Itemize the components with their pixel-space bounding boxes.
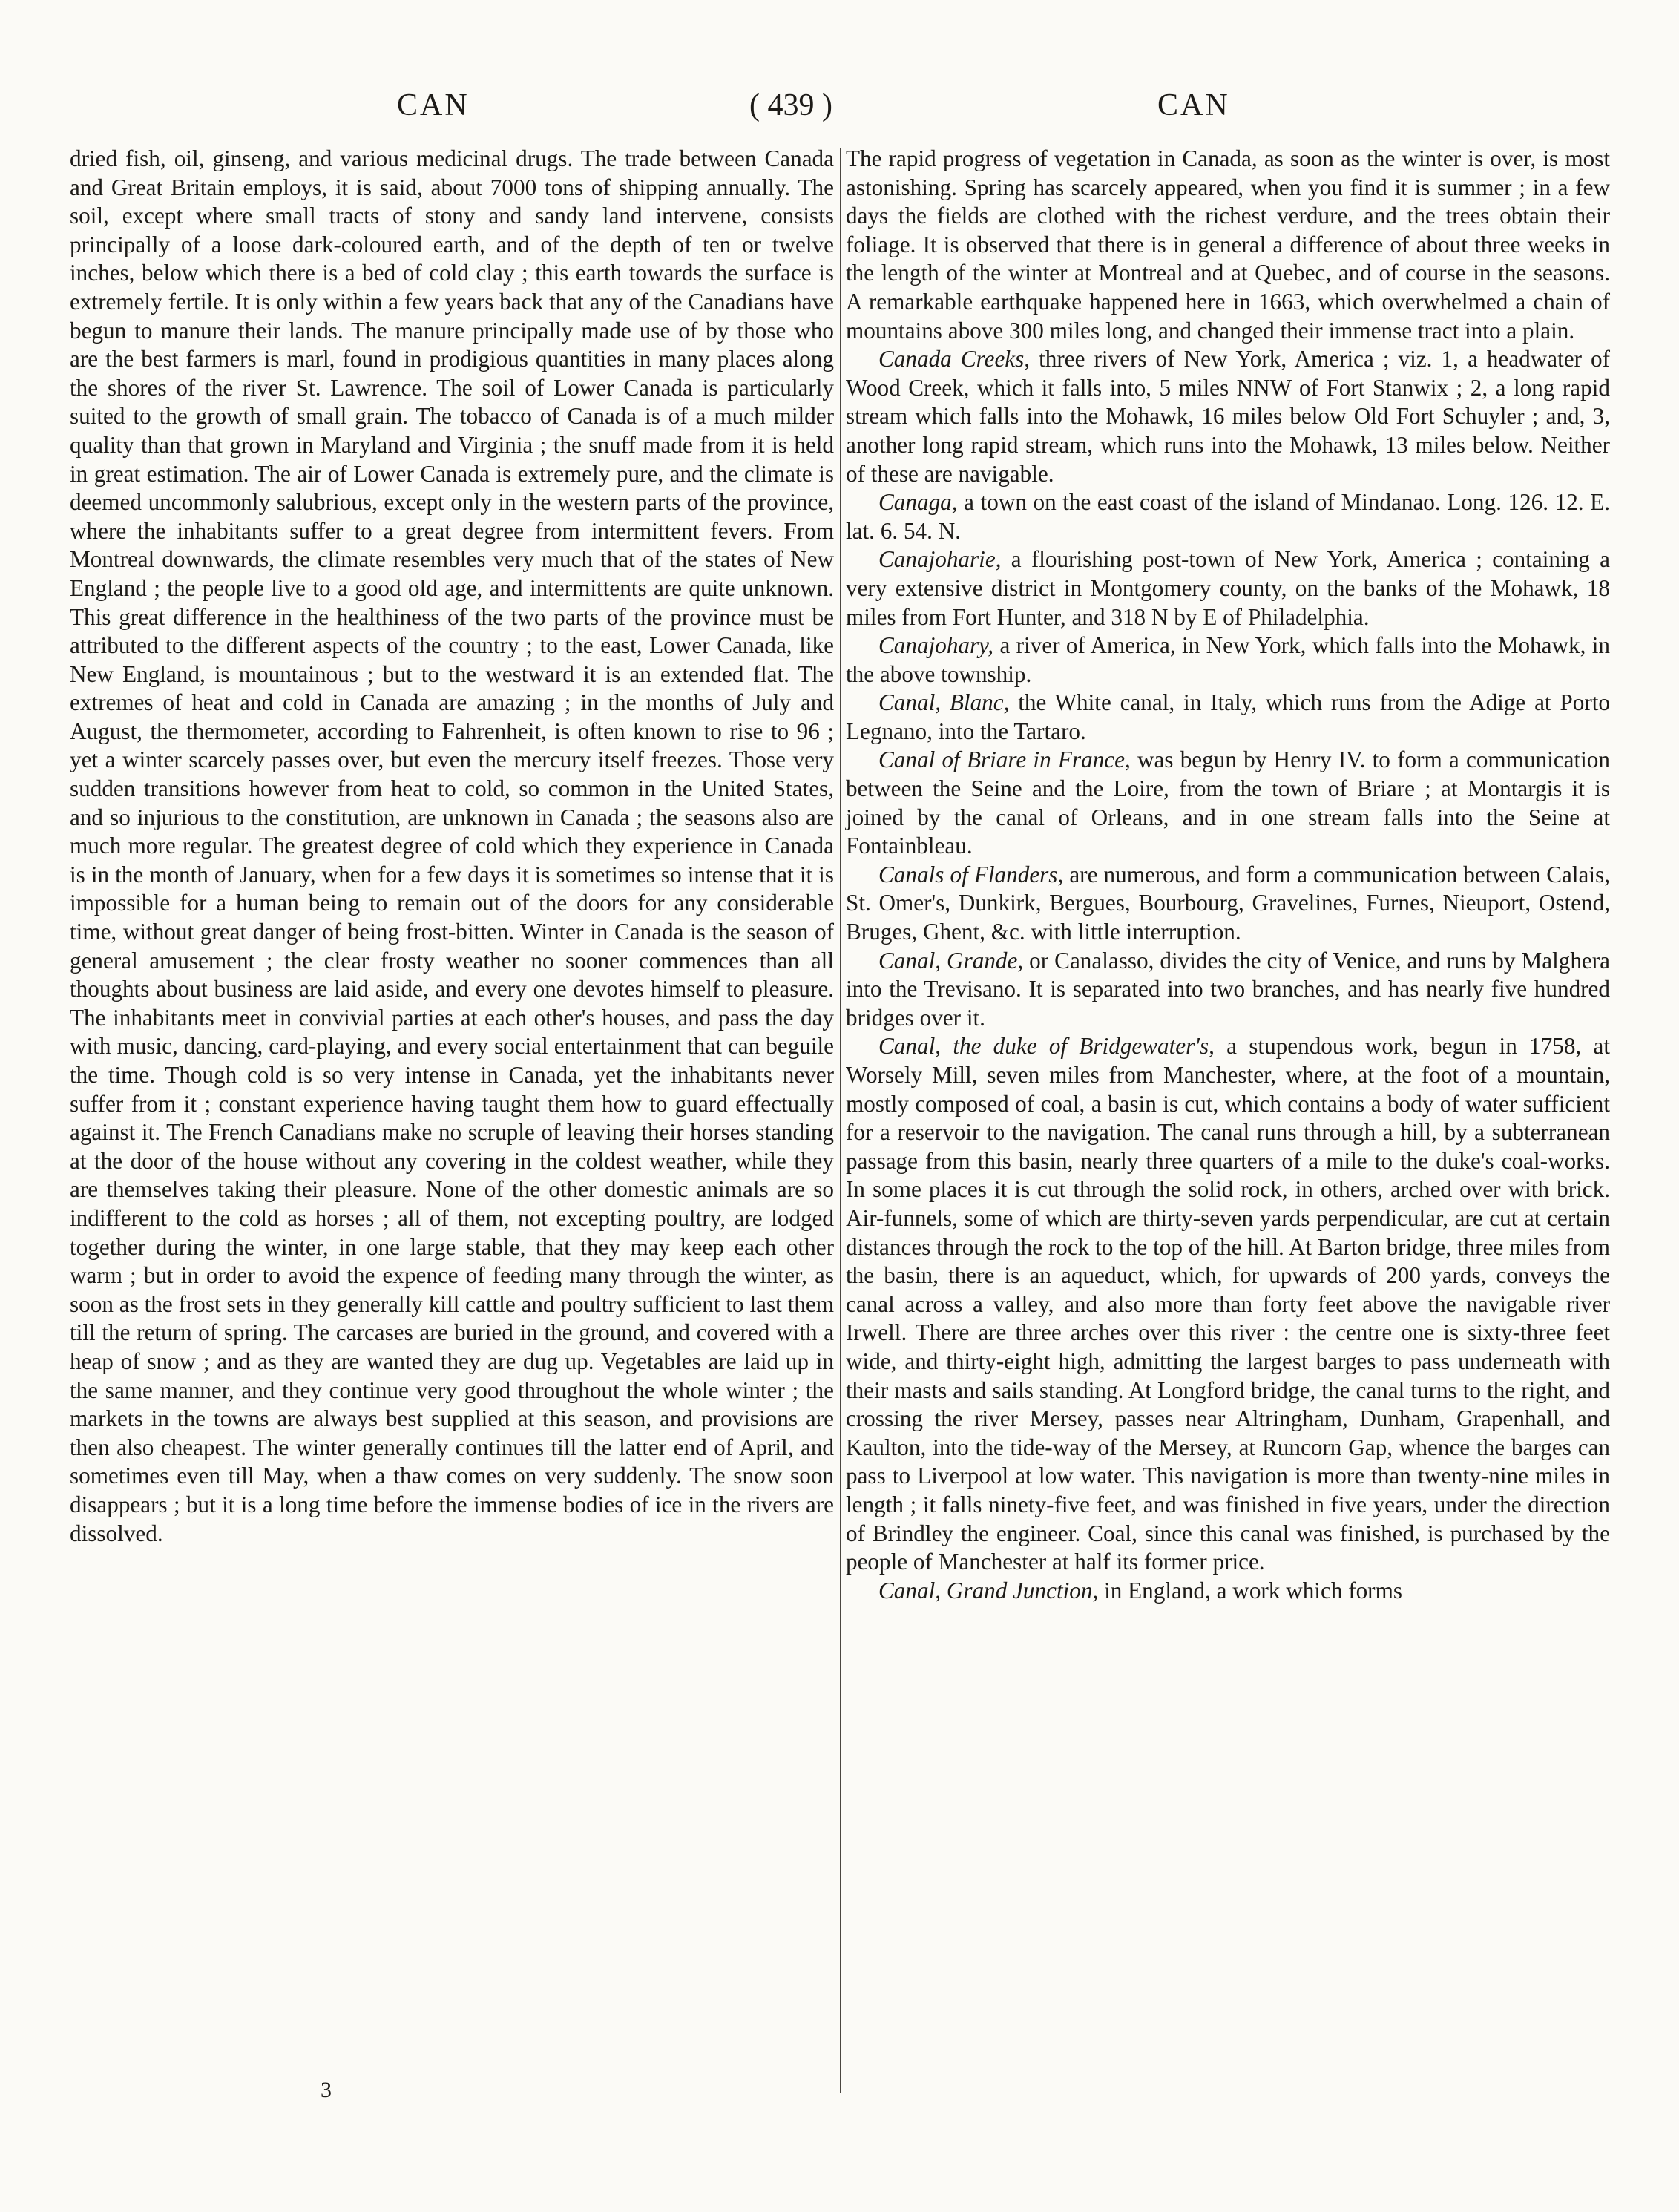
entry [846, 488, 1610, 545]
running-head-left: CAN [397, 88, 470, 122]
entry [846, 631, 1610, 689]
entry-text: three rivers of New York, America ; viz. 1, a headwater of Wood Creek, which it falls into, 5 miles NNW of Fort Stanwix ; 2, a long rapid stream which falls into the Mohawk, 16 miles below Old Fort Schuyler ; and, 3, another long rapid stream, which runs into the Mohawk, 13 miles below. Neither of these are navigable. [846, 346, 1610, 487]
entry [846, 861, 1610, 947]
entry-text: a river of America, in New York, which falls into the Mohawk, in the above township. [846, 632, 1610, 687]
entry [846, 947, 1610, 1033]
left-column [70, 145, 834, 1548]
entry-text: was begun by Henry IV. to form a communication between the Seine and the Loire, from the town of Briare ; at Montargis it is joined by the canal of Orleans, and in one stream falls into the Seine at Fontainbleau. [846, 746, 1610, 859]
entry [846, 1577, 1610, 1606]
entry [846, 345, 1610, 488]
entry-term: Canal, the duke of Bridgewater's, [878, 1033, 1215, 1060]
entry-term: Canada Creeks, [878, 346, 1031, 373]
entry-term: Canals of Flanders, [878, 861, 1064, 887]
right-intro-text: The rapid progress of vegetation in Canada, as soon as the winter is over, is most astonishing. Spring has scarcely appeared, when you find it is summer ; in a few days the fields are clothed with the richest verdure, and the trees obtain their foliage. It is observed that there is in general a difference of about three weeks in the length of the winter at Montreal and at Quebec, and of course in the seasons. A remarkable earthquake happened here in 1663, which overwhelmed a chain of mountains above 300 miles long, and changed their immense tract into a plain. [846, 145, 1610, 344]
entry-text: a flourishing post-town of New York, America ; containing a very extensive district in Montgomery county, on the banks of the Mohawk, 18 miles from Fort Hunter, and 318 N by E of Philadelphia. [846, 546, 1610, 630]
signature-mark: 3 [321, 2078, 332, 2102]
left-column-text: dried fish, oil, ginseng, and various medicinal drugs. The trade between Canada and Great Britain employs, it is said, about 7000 tons of shipping annually. The soil, except where small tracts of stony and sandy land intervene, consists principally of a loose dark-coloured earth, and of the depth of ten or twelve inches, below which there is a bed of cold clay ; this earth towards the surface is extremely fertile. It is only within a few years back that any of the Canadians have begun to manure their lands. The manure principally made use of by those who are the best farmers is marl, found in prodigious quantities in many places along the shores of the river St. Lawrence. The soil of Lower Canada is particularly suited to the growth of small grain. The tobacco of Canada is of a much milder quality than that grown in Maryland and Virginia ; the snuff made from it is held in great estimation. The air of Lower Canada is extremely pure, and the climate is deemed uncommonly salubrious, except only in the western parts of the province, where the inhabitants suffer to a great degree from intermittent fevers. From Montreal downwards, the climate resembles very much that of the states of New England ; the people live to a good old age, and intermittents are quite unknown. This great difference in the healthiness of the two parts of the province must be attributed to the different aspects of the country ; to the east, Lower Canada, like New England, is mountainous ; but to the westward it is an extended flat. The extremes of heat and cold in Canada are amazing ; in the months of July and August, the thermometer, according to Fahrenheit, is often known to rise to 96 ; yet a winter scarcely passes over, but even the mercury itself freezes. Those very sudden transitions however from heat to cold, so common in the United States, and so injurious to the constitution, are unknown in Canada ; the seasons also are much more regular. The greatest degree of cold which they experience in Canada is in the month of January, when for a few days it is sometimes so intense that it is impossible for a human being to remain out of the doors for any considerable time, without great danger of being frost-bitten. Winter in Canada is the season of general amusement ; the clear frosty weather no sooner commences than all thoughts about business are laid aside, and every one devotes himself to pleasure. The inhabitants meet in convivial parties at each other's houses, and pass the day with music, dancing, card-playing, and every social entertainment that can beguile the time. Though cold is so very intense in Canada, yet the inhabitants never suffer from it ; constant experience having taught them how to guard effectually against it. The French Canadians make no scruple of leaving their horses standing at the door of the house without any covering in the coldest weather, while they are themselves taking their pleasure. None of the other domestic animals are so indifferent to the cold as horses ; all of them, not excepting poultry, are lodged together during the winter, in one large stable, that they may keep each other warm ; but in order to avoid the expence of feeding many through the winter, as soon as the frost sets in they generally kill cattle and poultry sufficient to last them till the return of spring. The carcases are buried in the ground, and covered with a heap of snow ; and as they are wanted they are dug up. Vegetables are laid up in the same manner, and they continue very good throughout the whole winter ; the markets in the towns are always best supplied at this season, and provisions are then also cheapest. The winter generally continues till the latter end of April, and sometimes even till May, when a thaw comes on very suddenly. The snow soon disappears ; but it is a long time before the immense bodies of ice in the rivers are dissolved. [70, 145, 834, 1546]
page-number: ( 439 ) [749, 88, 832, 122]
entry-term: Canaga, [878, 489, 958, 516]
entry [846, 1032, 1610, 1576]
entry-text: the White canal, in Italy, which runs from the Adige at Porto Legnano, into the Tartaro. [846, 689, 1611, 744]
column-divider [840, 148, 841, 2093]
entry-term: Canal, Grand Junction, [878, 1577, 1099, 1604]
right-column [846, 145, 1610, 1605]
entry [846, 746, 1610, 860]
entry-text: a stupendous work, begun in 1758, at Worsely Mill, seven miles from Manchester, where, at the foot of a mountain, mostly composed of coal, a basin is cut, which contains a body of water sufficient for a reservoir to the navigation. The canal runs through a hill, by a subterranean passage from this basin, nearly three quarters of a mile to the duke's coal-works. In some places it is cut through the solid rock, in others, arched over with brick. Air-funnels, some of which are thirty-seven yards perpendicular, are cut at certain distances through the rock to the top of the hill. At Barton bridge, three miles from the basin, there is an aqueduct, which, for upwards of 200 yards, conveys the canal across a valley, and also more than forty feet above the navigable river Irwell. There are three arches over this river : the centre one is sixty-three feet wide, and thirty-eight high, admitting the largest barges to pass underneath with their masts and sails standing. At Longford bridge, the canal turns to the right, and crossing the river Mersey, passes near Altringham, Dunham, Grapenhall, and Kaulton, into the tide-way of the Mersey, at Runcorn Gap, whence the barges can pass to Liverpool at low water. This navigation is more than twenty-nine miles in length ; it falls ninety-five feet, and was finished in five years, under the direction of Brindley the engineer. Coal, since this canal was finished, is purchased by the people of Manchester at half its former price. [846, 1033, 1611, 1575]
entry-term: Canal, Grande, [878, 947, 1024, 974]
entry-text: a town on the east coast of the island of Mindanao. Long. 126. 12. E. lat. 6. 54. N. [846, 489, 1610, 544]
entry-term: Canal, Blanc, [878, 689, 1010, 716]
running-head-right: CAN [1157, 88, 1230, 122]
entry-term: Canajohary, [878, 632, 994, 659]
entry-text: in England, a work which forms [1098, 1577, 1402, 1604]
entry-term: Canajoharie, [878, 546, 1002, 573]
entry-text: are numerous, and form a communication between Calais, St. Omer's, Dunkirk, Bergues, Bourbourg, Gravelines, Furnes, Nieuport, Ostend, Bruges, Ghent, &c. with little interruption. [846, 861, 1610, 945]
entry-text: or Canalasso, divides the city of Venice, and runs by Malghera into the Trevisano. It is separated into two branches, and has nearly five hundred bridges over it. [846, 947, 1610, 1031]
page-header [0, 88, 1679, 132]
entry [846, 689, 1610, 746]
entry [846, 545, 1610, 631]
entry-term: Canal of Briare in France, [878, 746, 1131, 773]
